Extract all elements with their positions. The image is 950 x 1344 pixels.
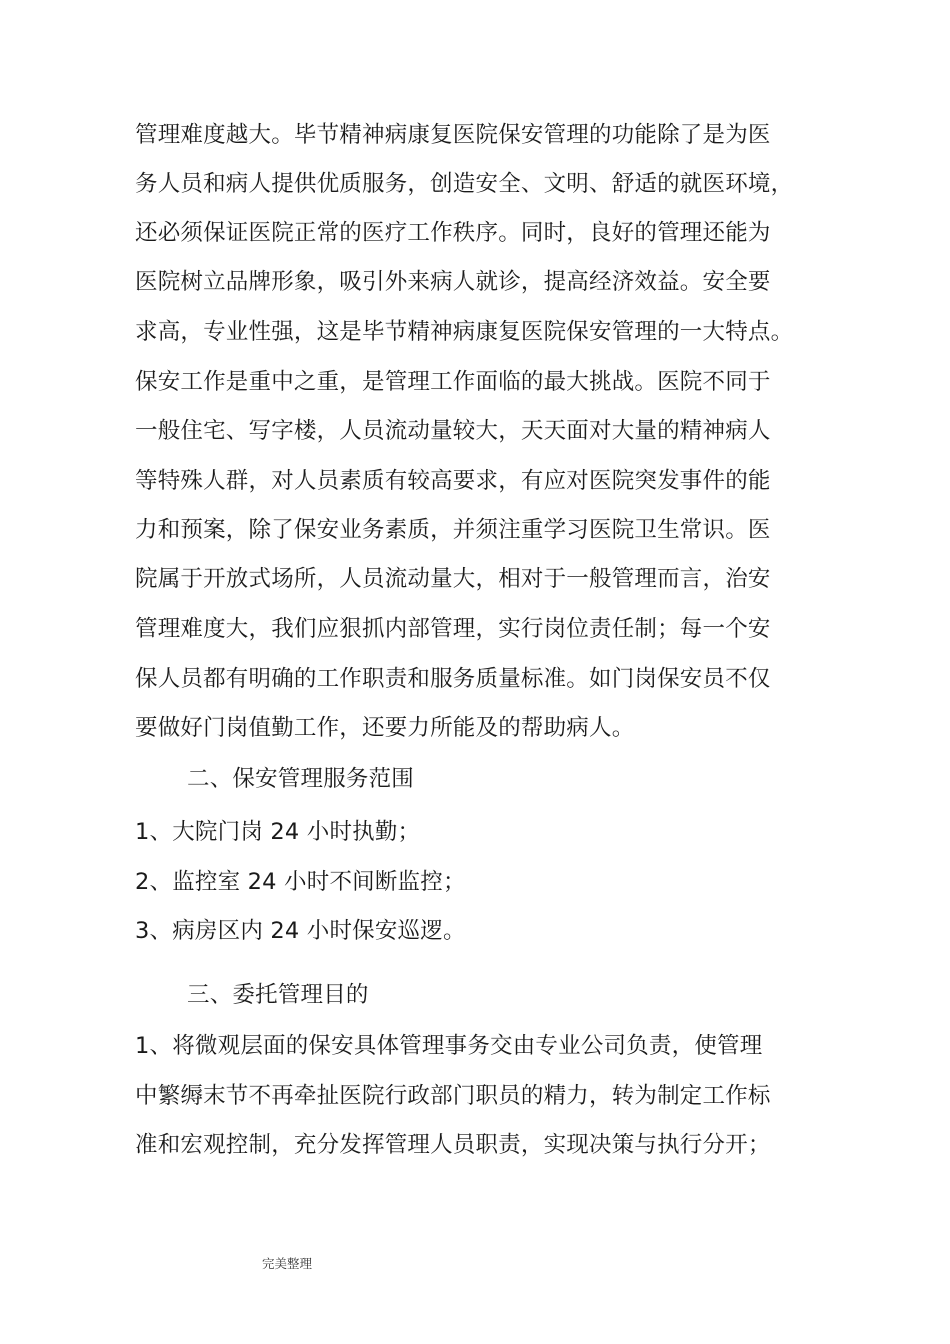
- body-line: 等特殊人群，对人员素质有较高要求，有应对医院突发事件的能: [135, 468, 771, 494]
- body-line: 院属于开放式场所，人员流动量大，相对于一般管理而言，治安: [135, 566, 771, 592]
- body-line: 1、将微观层面的保安具体管理事务交由专业公司负责，使管理: [135, 1033, 763, 1059]
- body-line: 力和预案，除了保安业务素质，并须注重学习医院卫生常识。医: [135, 517, 771, 543]
- body-line: 保人员都有明确的工作职责和服务质量标准。如门岗保安员不仅: [135, 666, 771, 692]
- section-heading-purpose: 三、委托管理目的: [187, 982, 369, 1008]
- list-item: 2、监控室 24 小时不间断监控；: [135, 869, 466, 895]
- body-line: 管理难度越大。毕节精神病康复医院保安管理的功能除了是为医: [135, 122, 771, 148]
- body-line: 一般住宅、写字楼，人员流动量较大，天天面对大量的精神病人: [135, 418, 771, 444]
- body-line: 准和宏观控制，充分发挥管理人员职责，实现决策与执行分开；: [135, 1132, 771, 1158]
- body-line: 医院树立品牌形象，吸引外来病人就诊，提高经济效益。安全要: [135, 269, 771, 295]
- list-item: 1、大院门岗 24 小时执勤；: [135, 819, 421, 845]
- body-line: 要做好门岗值勤工作，还要力所能及的帮助病人。: [135, 715, 635, 741]
- body-line: 保安工作是重中之重，是管理工作面临的最大挑战。医院不同于: [135, 369, 771, 395]
- body-line: 求高，专业性强，这是毕节精神病康复医院保安管理的一大特点。: [135, 319, 794, 345]
- body-line: 管理难度大，我们应狠抓内部管理，实行岗位责任制；每一个安: [135, 616, 771, 642]
- section-heading-scope: 二、保安管理服务范围: [187, 766, 415, 792]
- list-item: 3、病房区内 24 小时保安巡逻。: [135, 918, 466, 944]
- footer-note: 完美整理: [262, 1256, 313, 1271]
- body-line: 务人员和病人提供优质服务，创造安全、文明、舒适的就医环境，: [135, 171, 794, 197]
- body-line: 中繁缛末节不再牵扯医院行政部门职员的精力，转为制定工作标: [135, 1083, 771, 1109]
- body-line: 还必须保证医院正常的医疗工作秩序。同时，良好的管理还能为: [135, 220, 771, 246]
